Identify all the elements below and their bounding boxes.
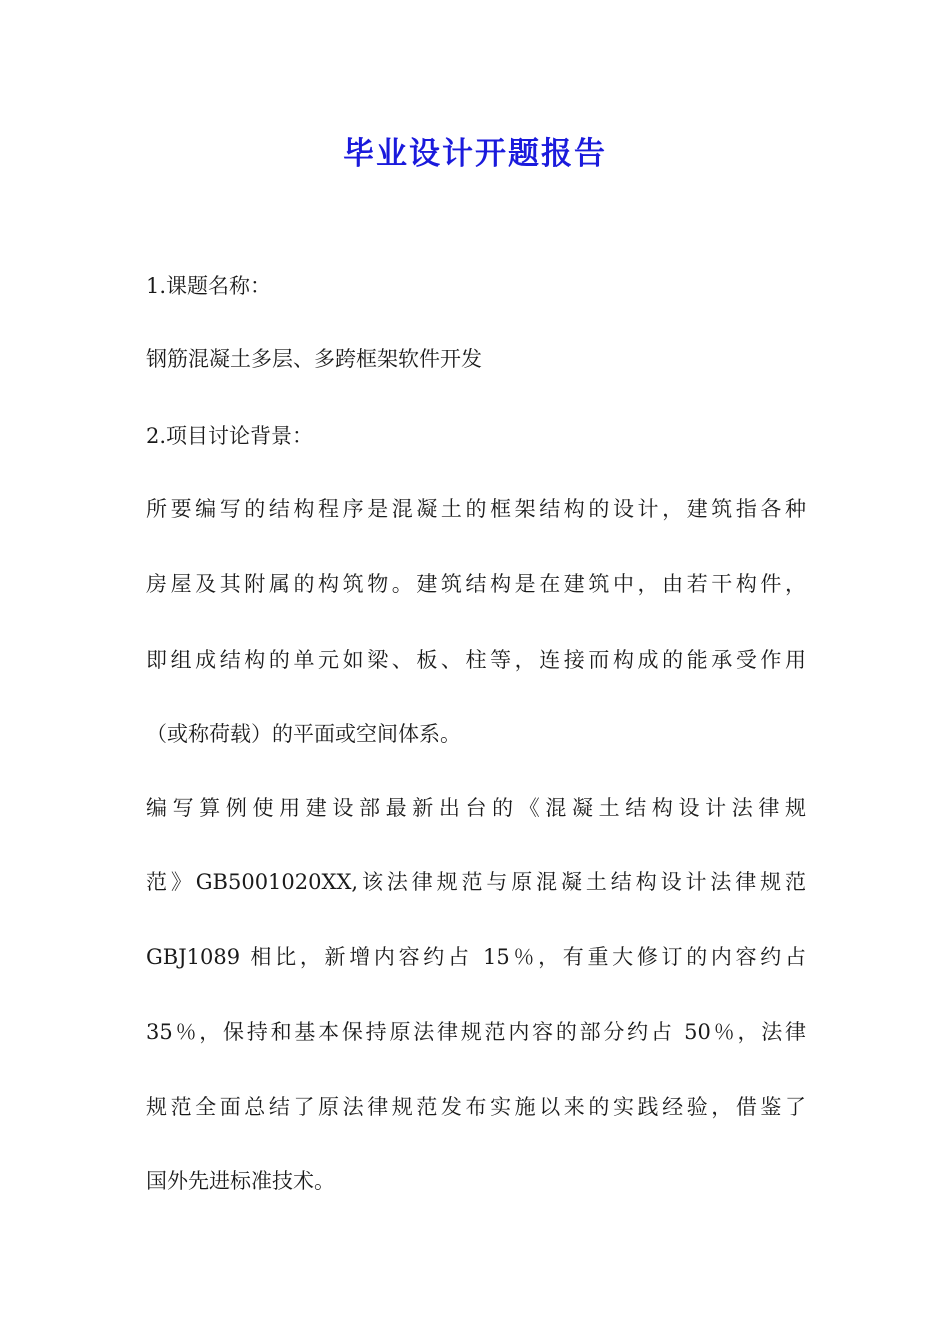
paragraph2-line: 范》GB5001020XX,该法律规范与原混凝土结构设计法律规范 — [146, 870, 806, 894]
paragraph2-line: 编写算例使用建设部最新出台的《混凝土结构设计法律规 — [146, 796, 806, 820]
section1-text: 钢筋混凝土多层、多跨框架软件开发 — [146, 347, 482, 371]
section1-heading: 1.课题名称： — [146, 274, 272, 298]
section2-heading: 2.项目讨论背景： — [146, 424, 314, 448]
paragraph2-line: 国外先进标准技术。 — [146, 1169, 335, 1193]
paragraph2-line: 规范全面总结了原法律规范发布实施以来的实践经验，借鉴了 — [146, 1095, 806, 1119]
paragraph1-line: 房屋及其附属的构筑物。建筑结构是在建筑中，由若干构件， — [146, 572, 806, 596]
paragraph1-line: 即组成结构的单元如梁、板、柱等，连接而构成的能承受作用 — [146, 648, 806, 672]
paragraph1-line: 所要编写的结构程序是混凝土的框架结构的设计，建筑指各种 — [146, 497, 806, 521]
paragraph2-line: GBJ1089 相比，新增内容约占 15％，有重大修订的内容约占 — [146, 945, 806, 969]
paragraph2-line: 35％，保持和基本保持原法律规范内容的部分约占 50％，法律 — [146, 1020, 806, 1044]
document-title: 毕业设计开题报告 — [343, 136, 607, 172]
paragraph1-line: （或称荷载）的平面或空间体系。 — [146, 722, 461, 746]
